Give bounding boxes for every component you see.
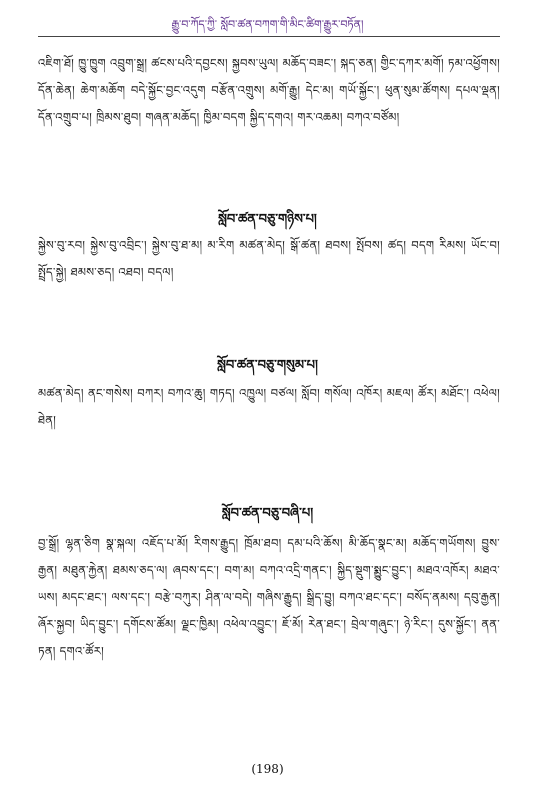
header-rule [38,36,500,37]
section-4-heading: སློབ་ཚན་བཅུ་བཞི་པ། [221,506,314,521]
section-3-heading: སློབ་ཚན་བཅུ་གསུམ་པ། [217,358,318,373]
page-number: (198) [251,762,284,776]
section-4-body: བྱ་སྒྲོ། ལྷན་ཅིག སྣ་སྐལ། འཇོད་པ་མོ། རིགས་རྒྱུད། ཁྲོམ་ཐབ། དམ་པའི་ཆོས། མི་ཆོད་སྣང་མ། མཆོད་གཡོགས། བྱུས་རྒྱན། མཐུན་རྐྱེན། ཐམས་ཅད་ལ། ཞབས་དང་། བག་མ། བཀའ་འདྲི་གནང་། སྐྱིད་སྡུག་སྨྱུང་བྱུང་། མཐའ་འཁོར། མཐའ་ཡས། མདང་ཐང་། ལས་དང་། བརྩེ་བཀུར། ཤིན་ལ་བདེ། གཞིས་རྒྱུད། སྒྲིད་བྱུ། བཀའ་ཐང་དང་། བསོད་ནམས། དབུ་རྒྱན། ཞོར་སྐྱབ། ཡིད་བྱུང་། དགོངས་ཚོམ། ལྗང་ཁྱིམ། འཕེལ་འབྱུང་། ཇོ་མོ། རེན་ཐང་། བྲེལ་གཞུང་། ཉེ་རིང་། དུས་སྐྱོང་། ནན་ཏན། དགའ་ཚོར། [38,536,500,658]
section-3-body: མཚན་མེད། ནང་གསེས། བཀར། བཀའ་ཆུ། གཏད། འཁྱུལ། བཙལ། སློབ། གསོལ། འཁོར། མཇལ། ཚོར། མཐོང་། འཕེལ། ཐེན། [38,386,500,427]
section-1-body: འཇིག་ཐོ། ཁྱུ་ཁྱུག འབྲུག་སྒྲ། ཚངས་པའི་དབྱངས། སྐྱབས་ཡུལ། མཆོད་བཟང་། སྐད་ཅན། གྱིང་དཀར་མགོ། ཏམ་འཕྱོགས། དོན་ཆེན། ཆེག་མཆོག བདེ་སྐྱོང་བྱང་འདུག བརྩོན་འགྲུས། མགོ་རྒྱུ། དེང་མ། གཡོ་སྐྱོང་། ཕུན་སུམ་ཚོགས། དཔལ་ལྡན། དོན་འགྲུབ་པ། ཁྲིམས་ཐུབ། གཞན་མཆོད། ཁྱིམ་བདག སྐྱིད་དགའ། གར་འཆམ། བཀའ་བཙོམ། [38,56,500,124]
section-2-body: སྐྱེས་བུ་རབ། སྐྱེས་བུ་འབྲིང་། སྐྱེས་བུ་ཐ་མ། མ་རིག མཚན་མེད། སྒོ་ཚན། ཐབས། སྤོབས། ཚད། བདག རིམས། ཡོང་བ། སྤྲོད་སྐྱེ། ཐམས་ཅད། འཐབ། བདལ། [38,238,500,279]
running-header: རྒྱུ་བ་ཀོད་ཀྱི་ སློབ་ཚན་བཀག་གི་མིང་ཚིག་རྒྱུར་བཏོན། [171,18,364,31]
section-2-heading: སློབ་ཚན་བཅུ་གཉིས་པ། [218,212,317,227]
